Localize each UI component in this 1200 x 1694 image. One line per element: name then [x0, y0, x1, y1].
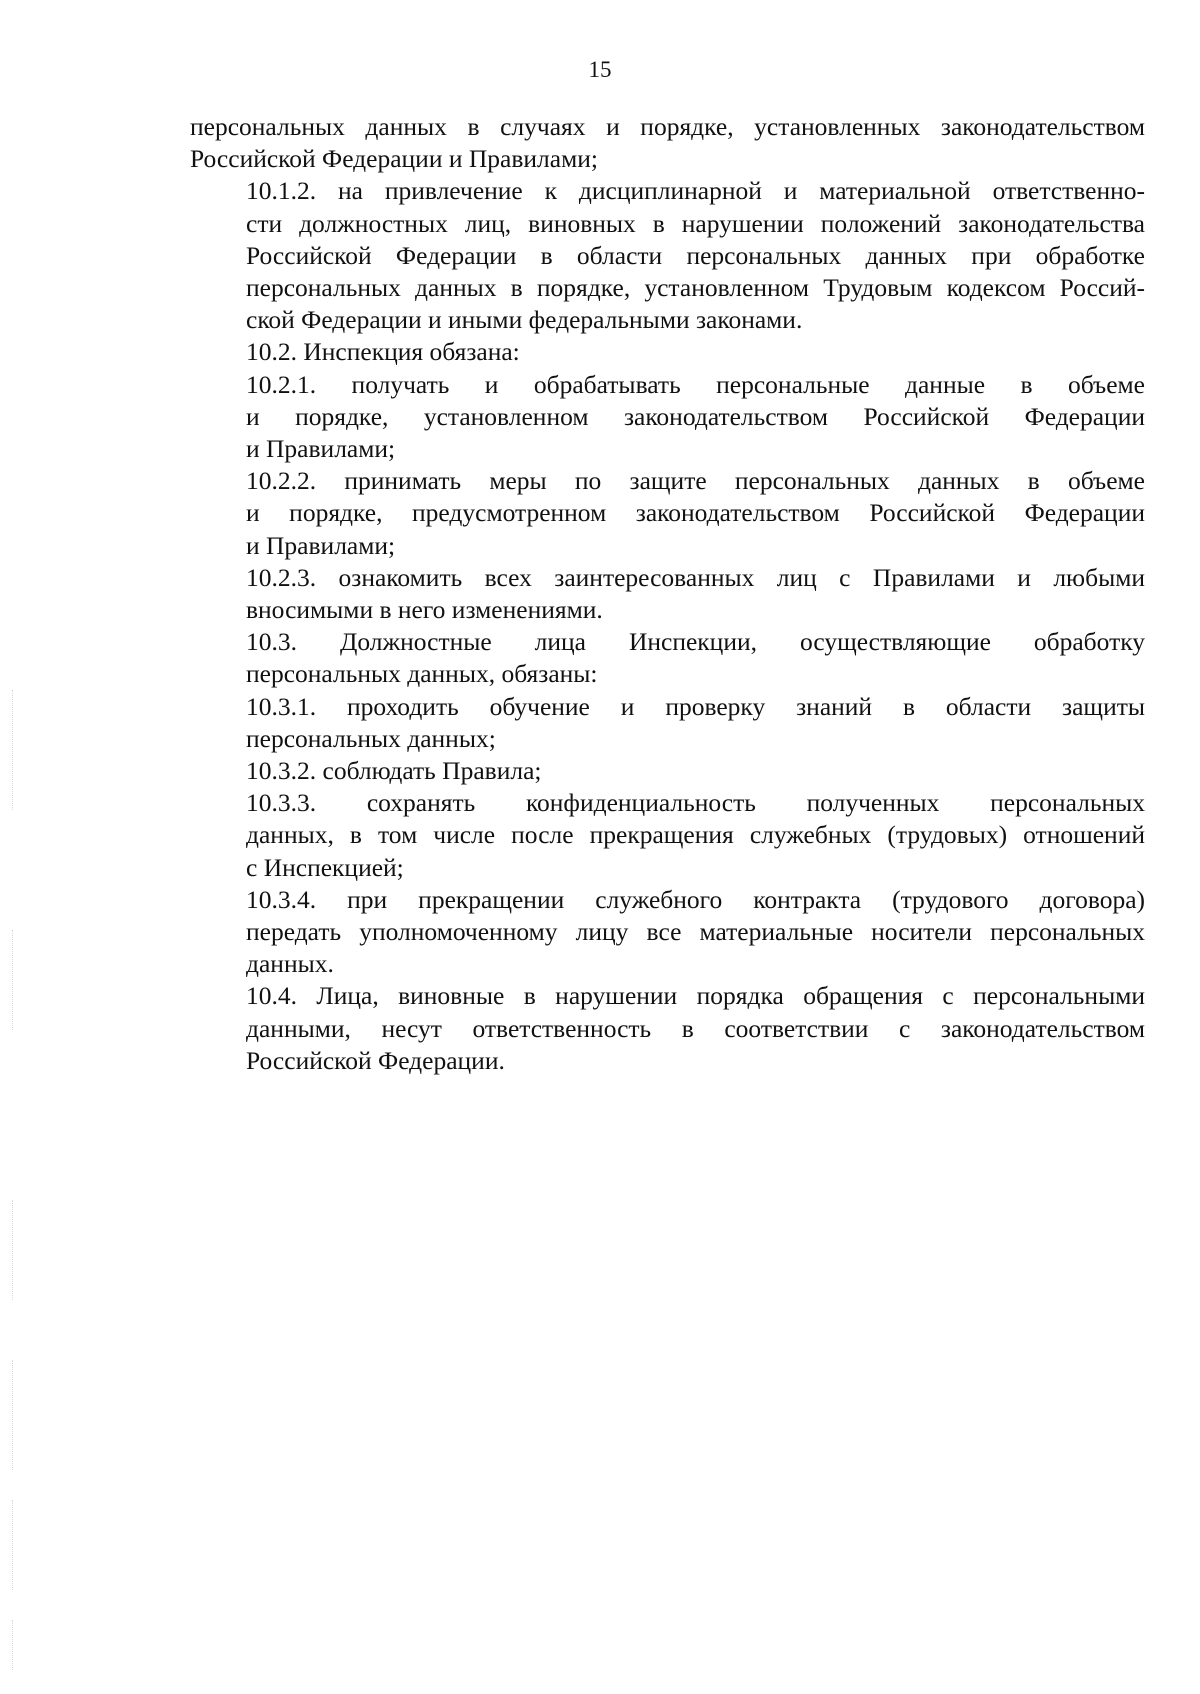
- text-line: 10.2.3. ознакомить всех заинтересованных лиц с Правилами и любыми: [246, 562, 1145, 592]
- text-line: с Инспекцией;: [246, 852, 404, 882]
- scan-margin-marks: [12, 1200, 15, 1300]
- text-line: и порядке, установленном законодательством Российской Федерации: [246, 401, 1145, 431]
- text-line: персональных данных, обязаны:: [246, 659, 598, 689]
- text-line: 10.3.2. соблюдать Правила;: [246, 756, 542, 786]
- text-line: 10.2. Инспекция обязана:: [246, 337, 520, 367]
- paragraph-10-4: [190, 980, 1145, 1077]
- scan-margin-marks: [12, 1360, 15, 1470]
- text-line: Российской Федерации и Правилами;: [190, 144, 598, 174]
- text-line: персональных данных в порядке, установленном Трудовым кодексом Россий-: [246, 273, 1145, 303]
- scan-margin-marks: [12, 1620, 15, 1670]
- paragraph-10-3-3: [190, 787, 1145, 884]
- paragraph-10-2-1: [190, 369, 1145, 466]
- text-line: 10.3.3. сохранять конфиденциальность полученных персональных: [246, 788, 1145, 818]
- paragraph-10-3: [190, 626, 1145, 690]
- scan-margin-marks: [12, 690, 15, 810]
- paragraph-10-2-3: [190, 562, 1145, 626]
- text-line: 10.3.1. проходить обучение и проверку знаний в области защиты: [246, 691, 1145, 721]
- text-line: данных, в том числе после прекращения служебных (трудовых) отношений: [246, 820, 1145, 850]
- text-line: и порядке, предусмотренном законодательством Российской Федерации: [246, 498, 1145, 528]
- text-line: персональных данных;: [246, 723, 496, 753]
- scan-margin-marks: [12, 930, 15, 1030]
- text-line: ской Федерации и иными федеральными законами.: [246, 305, 803, 335]
- text-line: Российской Федерации в области персональных данных при обработке: [246, 240, 1145, 270]
- text-line: данными, несут ответственность в соответствии с законодательством: [246, 1013, 1145, 1043]
- text-line: 10.3. Должностные лица Инспекции, осуществляющие обработку: [246, 627, 1145, 657]
- scan-margin-marks: [12, 1500, 15, 1590]
- text-line: 10.2.2. принимать меры по защите персональных данных в объеме: [246, 466, 1145, 496]
- paragraph-continuation: [190, 111, 1145, 175]
- paragraph-10-3-4: [190, 884, 1145, 981]
- text-line: 10.3.4. при прекращении служебного контракта (трудового договора): [246, 884, 1145, 914]
- paragraph-10-2: [190, 336, 1145, 368]
- document-body: [190, 111, 1145, 1077]
- text-line: 10.1.2. на привлечение к дисциплинарной и материальной ответственно-: [246, 176, 1145, 206]
- text-line: и Правилами;: [246, 530, 396, 560]
- page-number: 15: [588, 57, 612, 82]
- text-line: 10.2.1. получать и обрабатывать персональные данные в объеме: [246, 369, 1145, 399]
- paragraph-10-3-2: [190, 755, 1145, 787]
- text-line: Российской Федерации.: [246, 1045, 505, 1075]
- text-line: вносимыми в него изменениями.: [246, 595, 603, 625]
- text-line: данных.: [246, 949, 334, 979]
- text-line: и Правилами;: [246, 434, 396, 464]
- paragraph-10-3-1: [190, 691, 1145, 755]
- text-line: сти должностных лиц, виновных в нарушении положений законодательства: [246, 208, 1145, 238]
- paragraph-10-1-2: [190, 175, 1145, 336]
- text-line: передать уполномоченному лицу все материальные носители персональных: [246, 917, 1145, 947]
- paragraph-10-2-2: [190, 465, 1145, 562]
- text-line: 10.4. Лица, виновные в нарушении порядка обращения с персональными: [246, 981, 1145, 1011]
- text-line: персональных данных в случаях и порядке, установленных законодательством: [190, 112, 1145, 141]
